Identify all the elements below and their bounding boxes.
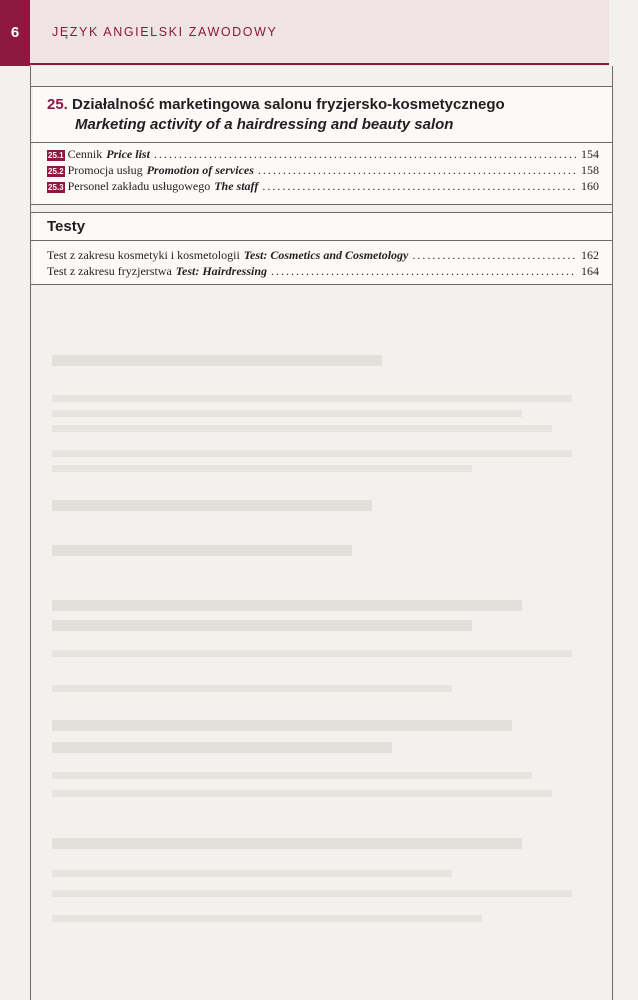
running-title: JĘZYK ANGIELSKI ZAWODOWY: [52, 25, 278, 39]
subsection-badge: 25.2: [48, 167, 64, 176]
section-title-pl: Działalność marketingowa salonu fryzjersko-kosmetycznego: [72, 96, 505, 113]
section-title-rule: [30, 142, 612, 143]
dot-leader: [262, 179, 577, 194]
entry-title-pl: Test z zakresu kosmetyki i kosmetologii: [47, 248, 240, 262]
section-number: 25.: [47, 96, 68, 113]
tests-title-rule: [30, 240, 612, 241]
dot-leader: [412, 248, 577, 263]
toc-entry[interactable]: [47, 147, 599, 162]
entry-title-en: Test: Hairdressing: [175, 264, 268, 278]
section-bottom-rule: [30, 204, 612, 205]
dot-leader: [258, 163, 577, 178]
entry-page-number: 160: [581, 179, 599, 193]
tests-title: Testy: [47, 218, 86, 235]
dot-leader: [271, 264, 577, 279]
entry-title-pl: Test z zakresu fryzjerstwa: [47, 264, 172, 278]
toc-entry[interactable]: [47, 264, 599, 279]
entry-title-en: The staff: [214, 179, 259, 193]
section-title: [47, 96, 505, 113]
entry-title-pl: Personel zakładu usługowego: [67, 179, 211, 193]
entry-title-en: Price list: [106, 147, 150, 161]
entry-page-number: 158: [581, 163, 599, 177]
tests-top-rule: [30, 212, 612, 213]
subsection-badge: 25.3: [48, 183, 64, 192]
dot-leader: [154, 147, 577, 162]
entry-page-number: 164: [581, 264, 599, 278]
tests-bottom-rule: [30, 284, 612, 285]
entry-page-number: 154: [581, 147, 599, 161]
toc-entry[interactable]: [47, 179, 599, 194]
right-frame-line: [612, 66, 613, 1000]
header-rule: [30, 63, 609, 65]
toc-entry[interactable]: [47, 248, 599, 263]
left-frame-line: [30, 66, 31, 1000]
section-title-en: Marketing activity of a hairdressing and beauty salon: [75, 116, 454, 133]
section-top-rule: [30, 86, 612, 87]
toc-entry[interactable]: [47, 163, 599, 178]
page-number: 6: [0, 0, 30, 66]
entry-title-pl: Promocja usług: [67, 163, 143, 177]
entry-title-en: Test: Cosmetics and Cosmetology: [243, 248, 409, 262]
subsection-badge: 25.1: [48, 151, 64, 160]
entry-page-number: 162: [581, 248, 599, 262]
entry-title-en: Promotion of services: [146, 163, 254, 177]
entry-title-pl: Cennik: [67, 147, 103, 161]
